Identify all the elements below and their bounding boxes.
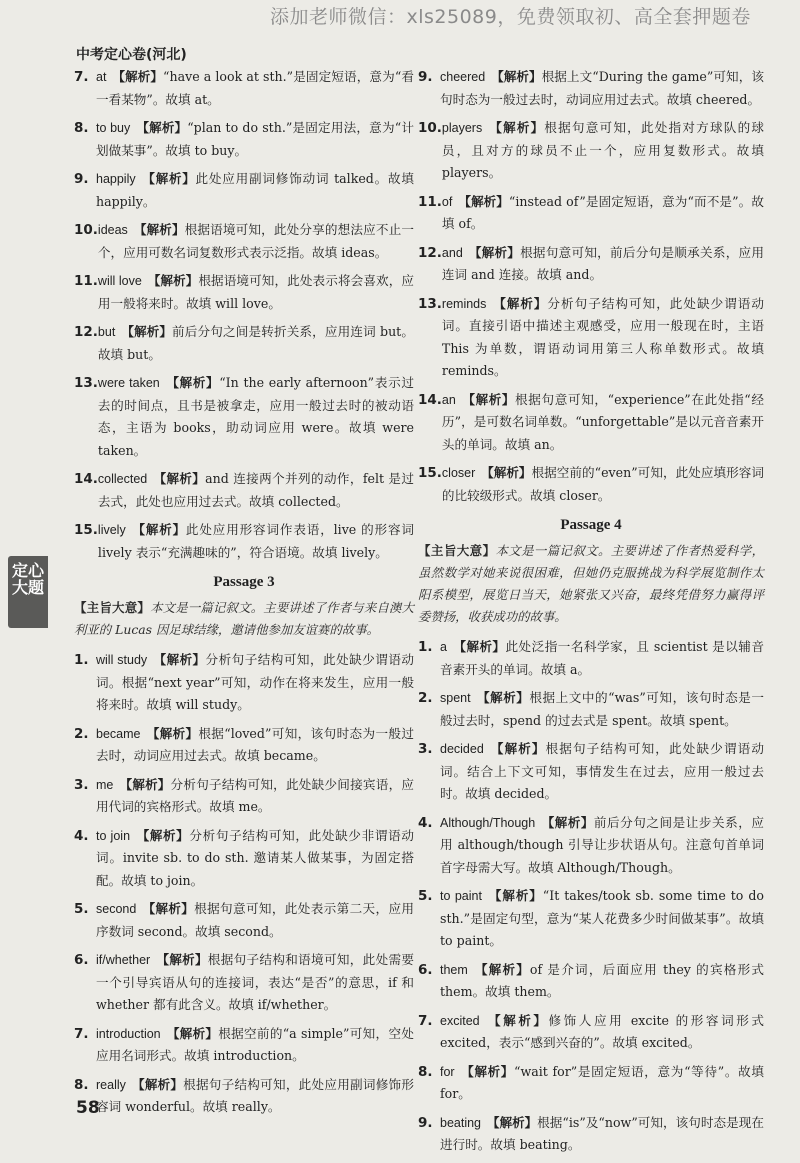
item-body — [98, 519, 414, 564]
item-number: 7. — [74, 1025, 89, 1042]
analysis-text: 根据上文“During the game”可知，该句时态为一般过去时，动词应用过去式。故填 cheered。 — [440, 69, 764, 107]
analysis-tag: 【解析】 — [165, 375, 220, 390]
answer-item — [418, 1112, 764, 1157]
answer-item — [74, 372, 414, 462]
item-number: 5. — [74, 901, 89, 917]
answer-word: but — [97, 325, 116, 339]
analysis-text: “instead of”是固定短语，意为“而不是”。故填 of。 — [441, 193, 764, 231]
answer-word: decided — [440, 742, 484, 756]
item-body — [442, 293, 764, 383]
item-body — [440, 636, 764, 681]
answer-item — [74, 949, 414, 1017]
answer-item — [418, 1061, 764, 1106]
answer-item — [74, 1074, 414, 1119]
analysis-text: 根据句意可知，此处指对方球队的球员，且对方的球员不止一个，应用复数形式。故填 players。 — [441, 120, 764, 180]
right-column — [418, 66, 764, 1163]
answer-word: second — [96, 902, 137, 916]
answer-item — [74, 774, 414, 819]
analysis-tag: 【解析】 — [136, 120, 188, 135]
answer-word: of — [441, 194, 453, 209]
analysis-text: 此处应用副词修饰动词 talked。故填 happily。 — [96, 171, 414, 209]
analysis-tag: 【解析】 — [147, 273, 199, 288]
analysis-tag: 【解析】 — [481, 465, 532, 480]
analysis-text: 根据空前的“a simple”可知，空处应用名词形式。故填 introduction。 — [96, 1025, 414, 1063]
answer-item — [418, 738, 764, 806]
item-body — [98, 372, 414, 462]
analysis-tag: 【解析】 — [452, 639, 506, 654]
answer-word: will study — [96, 653, 148, 667]
item-number: 7. — [418, 1012, 433, 1029]
analysis-text: 根据句子结构可知，此处应用副词修饰形容词 wonderful。故填 really。 — [96, 1076, 414, 1114]
analysis-tag: 【解析】 — [461, 391, 516, 407]
analysis-text: 修饰人应用 excite 的形容词形式 excited，表示“感到兴奋的”。故填 excited。 — [440, 1012, 764, 1050]
analysis-text: 根据句子结构可知，此处缺少谓语动词。结合上下文可知，事情发生在过去，应用一般过去时。故填 decided。 — [440, 741, 765, 801]
item-number: 15. — [74, 522, 98, 538]
passage-title: Passage 4 — [560, 517, 622, 533]
item-body — [96, 649, 414, 717]
item-number: 4. — [74, 827, 89, 844]
answer-item — [418, 242, 764, 287]
item-number: 10. — [74, 222, 98, 238]
answer-item — [418, 687, 764, 732]
item-body — [440, 1112, 764, 1157]
item-body — [98, 468, 414, 513]
summary-tag: 【主旨大意】 — [418, 543, 496, 558]
analysis-tag: 【解析】 — [541, 814, 594, 830]
answer-item — [74, 825, 414, 893]
summary-text: 本文是一篇记叙文。主要讲述了作者与来自澳大利亚的 Lucas 因足球结缘，邀请他参加友谊赛的故事。 — [74, 600, 414, 637]
analysis-text: and 连接两个并列的动作，felt 是过去式，此处也应用过去式。故填 collected。 — [97, 471, 414, 509]
item-body — [96, 898, 414, 943]
analysis-text: “In the early afternoon”表示过去的时间点，且书是被拿走，应用一般过去时的被动语态，主语为 books，助动词应用 were。故填 were taken。 — [97, 375, 414, 458]
item-number: 15. — [418, 465, 442, 481]
item-number: 9. — [74, 171, 89, 187]
analysis-text: 根据空前的“even”可知，此处应填形容词的比较级形式。故填 closer。 — [441, 465, 764, 503]
item-body — [442, 389, 764, 457]
answer-word: really — [96, 1077, 126, 1092]
analysis-text: “wait for”是固定短语，意为“等待”。故填 for。 — [440, 1063, 764, 1101]
item-number: 11. — [74, 273, 98, 289]
answer-word: will love — [97, 274, 142, 288]
item-number: 7. — [74, 69, 89, 85]
answer-item — [418, 389, 764, 457]
analysis-tag: 【解析】 — [112, 69, 164, 84]
analysis-tag: 【解析】 — [119, 776, 171, 792]
analysis-text: 此处泛指一名科学家，且 scientist 是以辅音音素开头的单词。故填 a。 — [440, 639, 764, 677]
answer-word: if/whether — [96, 953, 151, 967]
item-body — [98, 321, 414, 366]
answer-word: introduction — [96, 1026, 161, 1041]
answer-word: spent — [440, 691, 471, 705]
answer-word: for — [440, 1064, 455, 1079]
item-body — [440, 738, 764, 806]
item-body — [96, 117, 414, 162]
analysis-text: 前后分句之间是转折关系，应用连词 but。故填 but。 — [97, 324, 414, 362]
left-column — [74, 66, 414, 1125]
analysis-tag: 【解析】 — [131, 1076, 184, 1092]
analysis-text: “plan to do sth.”是固定用法，意为“计划做某事”。故填 to buy。 — [96, 120, 414, 158]
answer-word: at — [96, 70, 107, 84]
answer-word: a — [440, 640, 447, 654]
answer-word: me — [96, 777, 114, 792]
item-body — [96, 66, 414, 111]
analysis-text: 根据句意可知，此处表示第二天，应用序数词 second。故填 second。 — [96, 901, 414, 939]
item-body — [98, 219, 414, 264]
answer-word: closer — [441, 466, 476, 480]
answer-word: beating — [440, 1115, 482, 1130]
analysis-text: 根据句意可知，“experience”在此处指“经历”，是可数名词单数。“unforgettable”是以元音音素开头的单词。故填 an。 — [441, 391, 764, 452]
analysis-text: “have a look at sth.”是固定短语，意为“看一看某物”。故填 at。 — [96, 69, 414, 107]
item-number: 14. — [418, 391, 442, 408]
item-number: 6. — [74, 952, 89, 968]
analysis-text: “It takes/took sb. some time to do sth.”是固定句型，意为“某人花费多少时间做某事”。故填 to paint。 — [440, 888, 764, 948]
item-number: 10. — [418, 120, 442, 136]
answer-item — [74, 270, 414, 315]
analysis-tag: 【解析】 — [487, 888, 543, 903]
page-number: 58 — [76, 1098, 100, 1118]
item-body — [440, 1010, 764, 1055]
answer-word: ideas — [97, 223, 128, 237]
analysis-text: 分析句子结构可知，此处缺少谓语动词。直接引语中描述主观感受，应用一般现在时，主语 This 为单数，谓语动词用第三人称单数形式。故填 reminds。 — [441, 295, 764, 378]
answer-item — [418, 636, 764, 681]
analysis-text: 根据上文中的“was”可知，该句时态是一般过去时，spend 的过去式是 spent。故填 spent。 — [440, 690, 764, 728]
analysis-text: 分析句子结构可知，此处缺少非谓语动词。invite sb. to do sth. 邀请某人做某事，为固定搭配。故填 to join。 — [96, 827, 415, 888]
answer-item — [418, 959, 764, 1004]
analysis-tag: 【解析】 — [458, 193, 509, 209]
answer-word: to paint — [440, 889, 482, 903]
analysis-tag: 【解析】 — [491, 69, 542, 84]
summary-tag: 【主旨大意】 — [74, 600, 151, 615]
item-body — [96, 825, 414, 893]
item-number: 9. — [418, 1114, 433, 1131]
analysis-tag: 【解析】 — [488, 120, 545, 135]
page-header: 中考定心卷(河北) — [76, 47, 187, 63]
analysis-text: 分析句子结构可知，此处缺少谓语动词。根据“next year”可知，动作在将来发生，应用一般将来时。故填 will study。 — [96, 652, 414, 712]
item-number: 8. — [74, 1076, 89, 1093]
item-number: 9. — [418, 69, 433, 85]
answer-word: collected — [97, 472, 148, 486]
analysis-tag: 【解析】 — [489, 741, 546, 756]
answer-item — [74, 519, 414, 564]
analysis-text: 根据句意可知，前后分句是顺承关系，应用连词 and 连接。故填 and。 — [441, 244, 764, 282]
answer-item — [74, 898, 414, 943]
item-number: 12. — [418, 244, 442, 261]
answer-word: became — [96, 726, 141, 741]
item-body — [440, 1061, 764, 1106]
answer-item — [418, 885, 764, 953]
analysis-tag: 【解析】 — [156, 952, 208, 967]
item-number: 3. — [418, 741, 433, 757]
answer-word: to buy — [96, 121, 131, 135]
item-number: 1. — [418, 639, 433, 655]
answer-item — [74, 1023, 414, 1068]
answer-item — [418, 117, 764, 185]
item-body — [96, 723, 414, 768]
analysis-text: 根据句子结构和语境可知，此处需要一个引导宾语从句的连接词，表达“是否”的意思，if 和 whether 都有此含义。故填 if/whether。 — [96, 952, 414, 1012]
analysis-text: 根据语境可知，此处表示将会喜欢，应用一般将来时。故填 will love。 — [97, 273, 415, 311]
item-number: 5. — [418, 888, 433, 904]
analysis-text: 此处应用形容词作表语，live 的形容词 lively 表示“充满趣味的”，符合语境。故填 lively。 — [97, 522, 414, 560]
item-body — [440, 885, 764, 953]
watermark-text: 添加老师微信：xls25089，免费领取初、高全套押题卷 — [270, 6, 751, 28]
answer-word: reminds — [441, 296, 487, 311]
analysis-tag: 【解析】 — [468, 244, 521, 260]
answer-word: and — [441, 245, 463, 260]
item-number: 8. — [74, 120, 89, 136]
analysis-tag: 【解析】 — [146, 725, 199, 741]
item-number: 12. — [74, 324, 98, 340]
answer-word: cheered — [440, 70, 486, 84]
item-body — [96, 1074, 414, 1119]
side-tab: 定心大题 — [8, 556, 48, 628]
analysis-text: 根据语境可知，此处分享的想法应不止一个，应用可数名词复数形式表示泛指。故填 ideas。 — [97, 222, 414, 260]
item-number: 14. — [74, 471, 98, 487]
passage-summary — [74, 597, 414, 641]
analysis-tag: 【解析】 — [121, 324, 173, 339]
passage-summary — [418, 540, 764, 628]
answer-item — [74, 66, 414, 111]
analysis-tag: 【解析】 — [487, 1114, 538, 1130]
analysis-tag: 【解析】 — [141, 171, 196, 186]
analysis-tag: 【解析】 — [153, 652, 206, 667]
item-body — [96, 774, 414, 819]
answer-item — [418, 1010, 764, 1055]
passage-title: Passage 3 — [213, 574, 275, 590]
answer-word: an — [441, 392, 456, 407]
item-number: 11. — [418, 193, 442, 210]
item-body — [440, 66, 764, 111]
answer-item — [418, 812, 764, 880]
item-number: 1. — [74, 652, 89, 668]
analysis-tag: 【解析】 — [142, 901, 195, 916]
analysis-text: of 是介词，后面应用 they 的宾格形式 them。故填 them。 — [440, 961, 764, 999]
analysis-tag: 【解析】 — [131, 522, 186, 537]
item-body — [96, 168, 414, 213]
summary-text: 本文是一篇记叙文。主要讲述了作者热爱科学，虽然数学对她来说很困难，但她仍克服挑战为科学展览制作太阳系模型，展览日当天，她紧张又兴奋，最终凭借努力赢得评委赞扬，收获成功的故事。 — [418, 543, 764, 624]
item-number: 2. — [418, 690, 433, 706]
answer-item — [418, 462, 764, 507]
item-body — [440, 687, 764, 732]
item-number: 8. — [418, 1063, 433, 1080]
item-number: 3. — [74, 776, 89, 793]
answer-word: players — [441, 121, 483, 135]
item-number: 2. — [74, 725, 89, 742]
answer-item — [74, 117, 414, 162]
item-body — [442, 117, 764, 185]
answer-item — [74, 723, 414, 768]
answer-word: lively — [97, 523, 126, 537]
answer-word: happily — [96, 172, 136, 186]
answer-item — [74, 649, 414, 717]
analysis-tag: 【解析】 — [133, 222, 185, 237]
analysis-tag: 【解析】 — [473, 961, 530, 977]
analysis-text: 根据“loved”可知，该句时态为一般过去时，动词应用过去式。故填 became。 — [96, 725, 414, 763]
item-number: 4. — [418, 814, 433, 831]
item-number: 6. — [418, 961, 433, 978]
analysis-tag: 【解析】 — [460, 1063, 514, 1079]
item-body — [442, 242, 764, 287]
answer-item — [74, 168, 414, 213]
item-body — [442, 462, 764, 507]
item-body — [440, 959, 764, 1004]
answer-word: them — [440, 962, 468, 977]
answer-item — [74, 468, 414, 513]
answer-item — [418, 293, 764, 383]
item-body — [440, 812, 764, 880]
answer-item — [418, 66, 764, 111]
analysis-tag: 【解析】 — [166, 1025, 219, 1041]
answer-word: to join — [96, 828, 131, 843]
analysis-tag: 【解析】 — [485, 1012, 549, 1028]
analysis-tag: 【解析】 — [153, 471, 206, 486]
item-number: 13. — [74, 375, 98, 391]
analysis-tag: 【解析】 — [136, 827, 190, 843]
analysis-text: 前后分句之间是让步关系，应用 although/though 引导让步状语从句。注意句首单词首字母需大写。故填 Although/Though。 — [440, 814, 764, 875]
analysis-tag: 【解析】 — [492, 295, 548, 311]
item-body — [98, 270, 414, 315]
item-number: 13. — [418, 295, 442, 312]
answer-word: excited — [440, 1013, 480, 1028]
answer-item — [74, 321, 414, 366]
analysis-text: 根据“is”及“now”可知，该句时态是现在进行时。故填 beating。 — [440, 1114, 764, 1152]
item-body — [442, 191, 764, 236]
analysis-text: 分析句子结构可知，此处缺少间接宾语，应用代词的宾格形式。故填 me。 — [96, 776, 414, 814]
answer-word: Although/Though — [440, 815, 536, 830]
answer-word: were taken — [97, 376, 160, 390]
item-body — [96, 949, 414, 1017]
answer-item — [418, 191, 764, 236]
item-body — [96, 1023, 414, 1068]
analysis-tag: 【解析】 — [476, 690, 530, 705]
answer-item — [74, 219, 414, 264]
